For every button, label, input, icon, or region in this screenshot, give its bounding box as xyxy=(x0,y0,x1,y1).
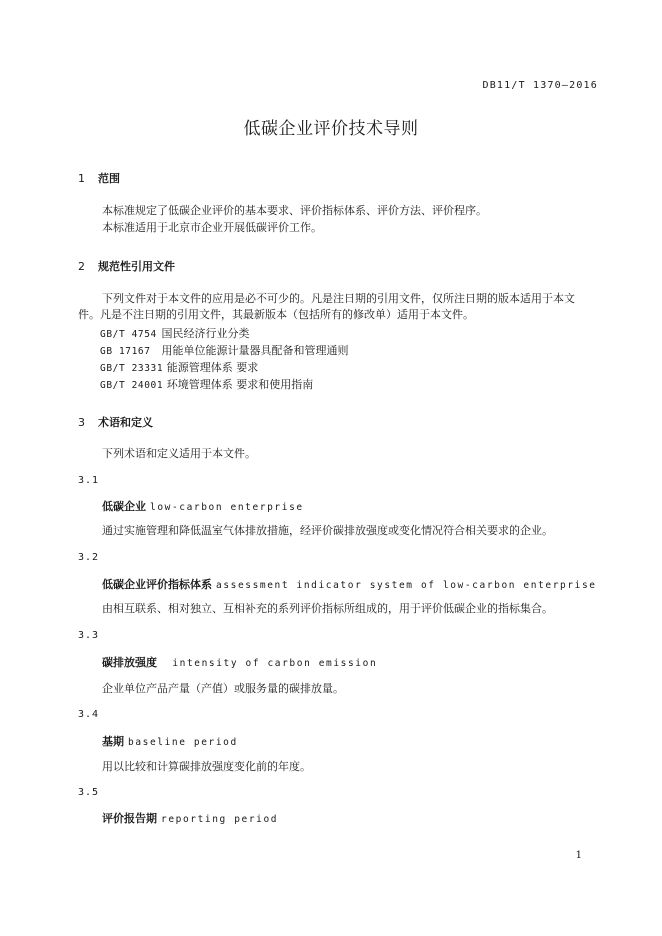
term-english: intensity of carbon emission xyxy=(165,658,378,669)
section-number: 3 xyxy=(78,416,85,429)
term-definition: 由相互联系、相对独立、互相补充的系列评价指标所组成的，用于评价低碳企业的指标集合。 xyxy=(102,602,553,615)
term-english: reporting period xyxy=(161,814,279,825)
term-entry xyxy=(102,810,278,826)
reference-code: GB/T 4754 xyxy=(100,329,157,340)
term-chinese: 基期 xyxy=(102,735,124,748)
subsection-number: 3.5 xyxy=(78,787,100,798)
reference-item xyxy=(100,376,313,392)
reference-title: 用能单位能源计量器具配备和管理通则 xyxy=(161,344,349,357)
term-chinese: 低碳企业评价指标体系 xyxy=(102,578,212,591)
section-title: 术语和定义 xyxy=(98,416,153,429)
subsection-number: 3.4 xyxy=(78,709,100,720)
term-definition: 通过实施管理和降低温室气体排放措施，经评价碳排放强度或变化情况符合相关要求的企业。 xyxy=(102,524,553,537)
reference-code: GB/T 24001 xyxy=(100,380,164,391)
reference-title: 环境管理体系 要求和使用指南 xyxy=(166,378,314,391)
reference-item xyxy=(100,359,258,375)
reference-item xyxy=(100,342,349,358)
section-3-heading xyxy=(78,414,153,430)
section-number: 2 xyxy=(78,260,85,273)
term-english: baseline period xyxy=(128,737,238,748)
subsection-number: 3.3 xyxy=(78,630,100,641)
term-english: assessment indicator system of low-carbon enterprise xyxy=(216,580,597,591)
reference-code: GB/T 23331 xyxy=(100,363,164,374)
page-title: 低碳企业评价技术导则 xyxy=(243,119,419,139)
section-title: 范围 xyxy=(98,172,120,185)
reference-title: 国民经济行业分类 xyxy=(161,327,250,340)
term-chinese: 评价报告期 xyxy=(102,812,157,825)
term-definition: 企业单位产品产量（产值）或服务量的碳排放量。 xyxy=(102,682,344,695)
subsection-number: 3.1 xyxy=(78,475,100,486)
reference-item xyxy=(100,325,250,341)
section-number: 1 xyxy=(78,172,85,185)
term-chinese: 低碳企业 xyxy=(102,500,146,513)
section-2-heading xyxy=(78,258,175,274)
paragraph: 下列术语和定义适用于本文件。 xyxy=(102,447,256,460)
paragraph: 件。凡是不注日期的引用文件，其最新版本（包括所有的修改单）适用于本文件。 xyxy=(78,308,474,321)
section-1-heading xyxy=(78,170,120,186)
section-title: 规范性引用文件 xyxy=(98,260,175,273)
term-entry xyxy=(102,733,238,749)
term-entry xyxy=(102,576,597,592)
paragraph: 本标准规定了低碳企业评价的基本要求、评价指标体系、评价方法、评价程序。 xyxy=(102,204,487,217)
page-number: 1 xyxy=(575,850,582,861)
document-code: DB11/T 1370—2016 xyxy=(482,80,598,91)
term-entry xyxy=(102,654,377,670)
term-definition: 用以比较和计算碳排放强度变化前的年度。 xyxy=(102,760,311,773)
term-chinese: 碳排放强度 xyxy=(102,656,157,669)
subsection-number: 3.2 xyxy=(78,552,100,563)
term-entry xyxy=(102,498,304,514)
reference-code: GB 17167 xyxy=(100,346,151,357)
paragraph: 本标准适用于北京市企业开展低碳评价工作。 xyxy=(102,221,322,234)
reference-title: 能源管理体系 要求 xyxy=(166,361,259,374)
paragraph: 下列文件对于本文件的应用是必不可少的。凡是注日期的引用文件，仅所注日期的版本适用于本文 xyxy=(102,292,575,305)
term-english: low-carbon enterprise xyxy=(150,502,304,513)
